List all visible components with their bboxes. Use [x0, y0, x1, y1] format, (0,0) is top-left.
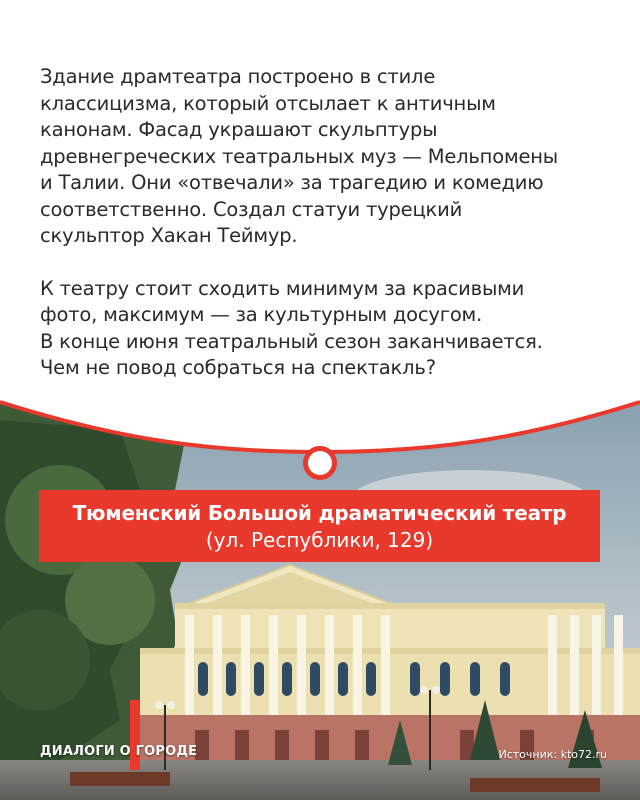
- p1-line-3: канонам. Фасад украшают скульптуры: [40, 118, 438, 141]
- p1-line-1: Здание драмтеатра построено в стиле: [40, 65, 436, 88]
- p1-line-7: скульптор Хакан Теймур.: [40, 224, 298, 247]
- p1-line-6: соответственно. Создал статуи турецкий: [40, 197, 463, 221]
- p2-line-4: Чем не повод собраться на спектакль?: [40, 356, 436, 379]
- p1-line-4: древнегреческих театральных муз — Мельпомены: [40, 144, 559, 168]
- banner-title: Тюменский Большой драматический театр: [72, 501, 567, 525]
- article-text: [40, 64, 620, 382]
- p2-line-2: фото, максимум — за культурным досугом.: [40, 303, 483, 326]
- p1-line-5: и Талии. Они «отвечали» за трагедию и комедию: [40, 171, 544, 194]
- paragraph-2: [40, 276, 620, 382]
- map-pin-circle-icon: [303, 446, 337, 480]
- p2-line-3: В конце июня театральный сезон заканчивается.: [40, 329, 543, 353]
- paragraph-1: [40, 64, 620, 250]
- banner-address: (ул. Республики, 129): [205, 528, 434, 552]
- source-credit: Источник: kto72.ru: [498, 748, 607, 761]
- p2-line-1: К театру стоит сходить минимум за красивыми: [40, 276, 525, 300]
- brand-label: ДИАЛОГИ О ГОРОДЕ: [40, 744, 198, 759]
- p1-line-2: классицизма, который отсылает к античным: [40, 91, 496, 115]
- title-banner: [39, 490, 600, 562]
